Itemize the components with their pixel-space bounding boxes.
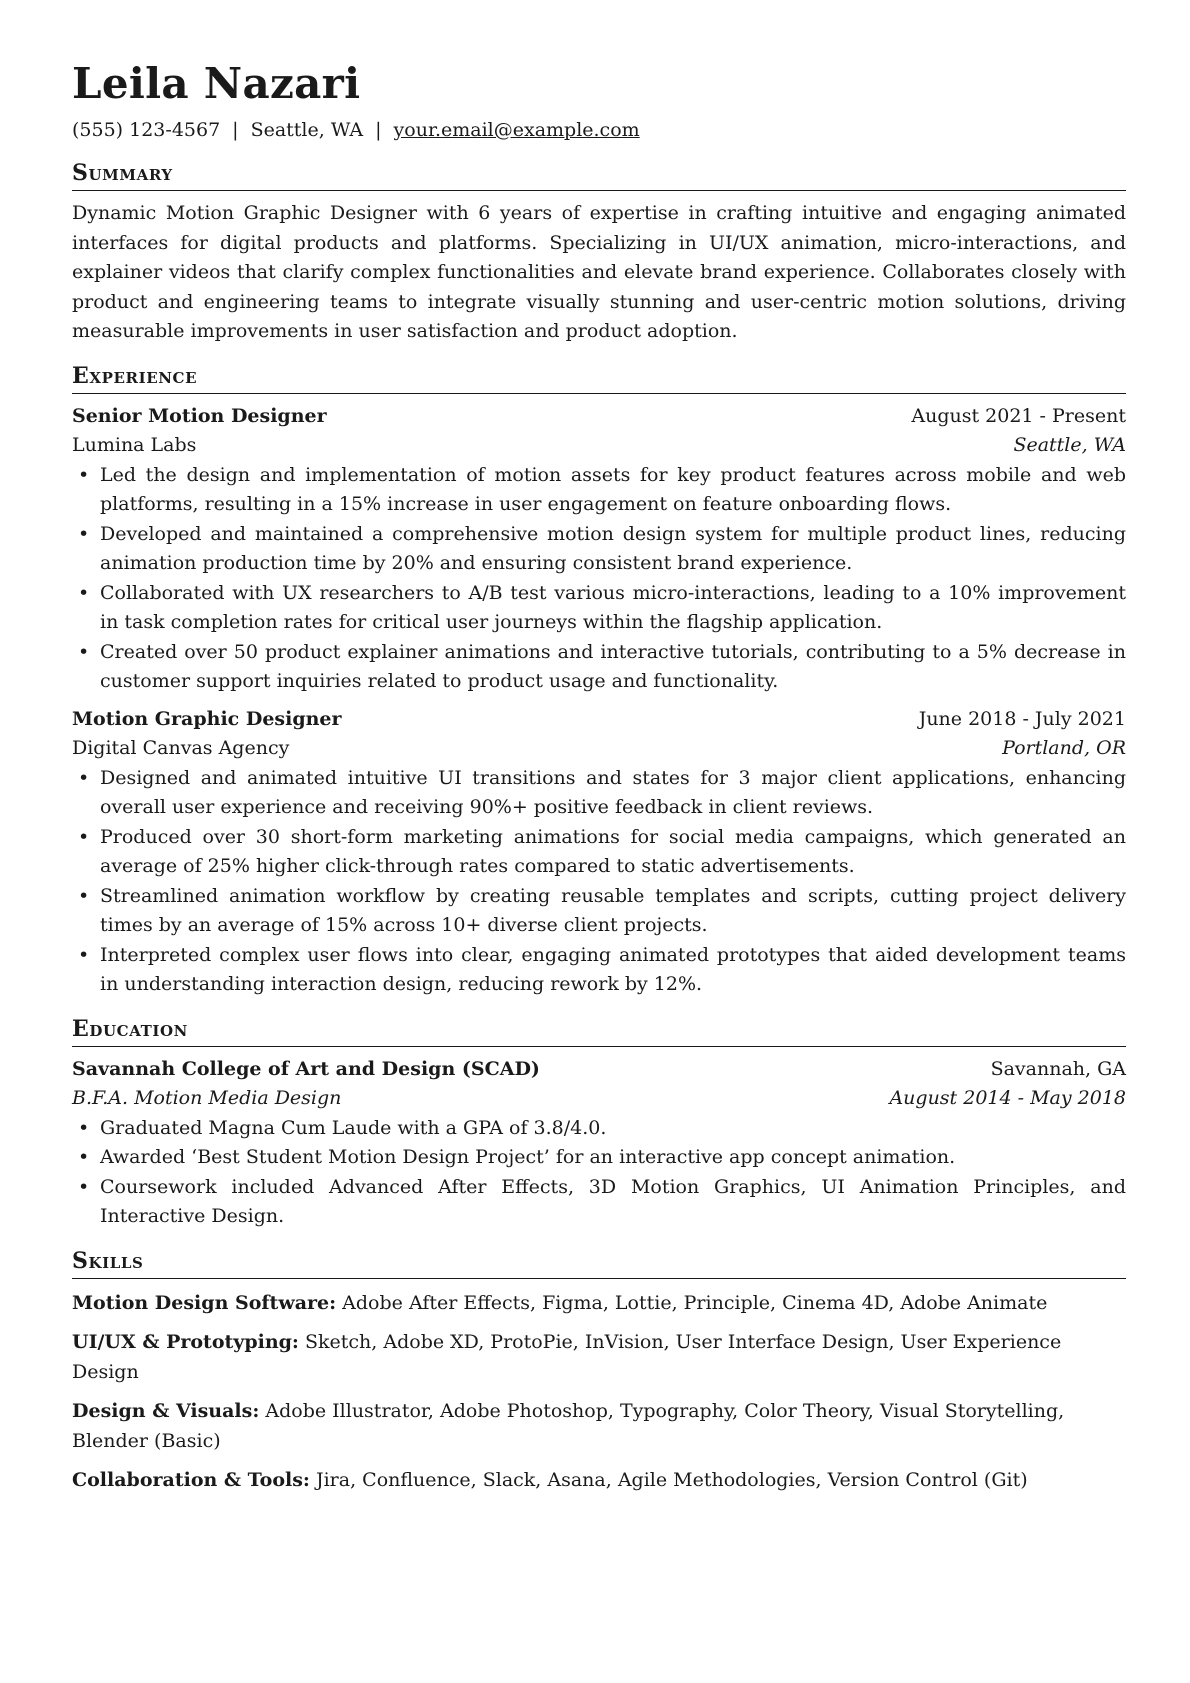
job-dates: August 2021 - Present bbox=[911, 404, 1126, 427]
skill-group bbox=[72, 1397, 1126, 1456]
job-dates: June 2018 - July 2021 bbox=[918, 707, 1126, 730]
list-item: • Coursework included Advanced After Effects, 3D Motion Graphics, UI Animation Principles, and Interactive Design. bbox=[72, 1173, 1126, 1232]
skill-group-items: Adobe After Effects, Figma, Lottie, Principle, Cinema 4D, Adobe Animate bbox=[342, 1291, 1048, 1314]
school-location: Savannah, GA bbox=[990, 1057, 1126, 1080]
skills-section bbox=[72, 1246, 1126, 1496]
job-location: Seattle, WA bbox=[1013, 434, 1126, 456]
email-link[interactable]: your.email@example.com bbox=[393, 119, 640, 141]
contact-separator: | bbox=[375, 119, 382, 141]
list-item: • Awarded ‘Best Student Motion Design Project’ for an interactive app concept animation. bbox=[72, 1143, 1126, 1173]
contact-separator: | bbox=[232, 119, 239, 141]
summary-text: Dynamic Motion Graphic Designer with 6 years of expertise in crafting intuitive and engaging animated interfaces for digital products and platforms. Specializing in UI/UX animation, micro-interactions, and explainer videos that clarify complex functionalities and elevate brand experience. Collaborates closely with product and engineering teams to integrate visually stunning and user-centric motion solutions, driving measurable improvements in user satisfaction and product adoption. bbox=[72, 202, 1126, 342]
skill-group-items: Jira, Confluence, Slack, Asana, Agile Methodologies, Version Control (Git) bbox=[315, 1469, 1028, 1491]
job-bullets bbox=[72, 764, 1126, 1000]
skill-group-items: Adobe Illustrator, Adobe Photoshop, Typography, Color Theory, Visual Storytelling, Blender (Basic) bbox=[72, 1400, 1065, 1452]
skill-group-label: Design & Visuals: bbox=[72, 1400, 260, 1422]
skill-group-label: Collaboration & Tools: bbox=[72, 1469, 310, 1491]
list-item: • Designed and animated intuitive UI transitions and states for 3 major client applications, enhancing overall user experience and receiving 90%+ positive feedback in client reviews. bbox=[72, 764, 1126, 823]
skill-group-label: UI/UX & Prototyping: bbox=[72, 1331, 299, 1353]
location: Seattle, WA bbox=[250, 119, 364, 141]
school-name: Savannah College of Art and Design (SCAD) bbox=[72, 1057, 540, 1080]
list-item: • Collaborated with UX researchers to A/B test various micro-interactions, leading to a 10% improvement in task completion rates for critical user journeys within the flagship application. bbox=[72, 579, 1126, 638]
list-item: • Developed and maintained a comprehensive motion design system for multiple product lines, reducing animation production time by 20% and ensuring consistent brand experience. bbox=[72, 520, 1126, 579]
job-title: Senior Motion Designer bbox=[72, 404, 327, 427]
skill-group-items: Sketch, Adobe XD, ProtoPie, InVision, User Interface Design, User Experience Design bbox=[72, 1331, 1062, 1383]
job-bullets bbox=[72, 461, 1126, 697]
education-dates: August 2014 - May 2018 bbox=[889, 1087, 1126, 1109]
job-title: Motion Graphic Designer bbox=[72, 707, 342, 730]
resume-header bbox=[72, 56, 1126, 144]
contact-line bbox=[72, 116, 1126, 144]
candidate-name: Leila Nazari bbox=[72, 59, 361, 108]
skill-group bbox=[72, 1466, 1126, 1496]
list-item: • Led the design and implementation of motion assets for key product features across mobile and web platforms, resulting in a 15% increase in user engagement on feature onboarding flows. bbox=[72, 461, 1126, 520]
list-item: • Created over 50 product explainer animations and interactive tutorials, contributing to a 5% decrease in customer support inquiries related to product usage and functionality. bbox=[72, 638, 1126, 697]
job-entry bbox=[72, 705, 1126, 1000]
education-section bbox=[72, 1014, 1126, 1232]
list-item: • Produced over 30 short-form marketing animations for social media campaigns, which generated an average of 25% higher click-through rates compared to static advertisements. bbox=[72, 823, 1126, 882]
company-name: Lumina Labs bbox=[72, 434, 197, 456]
education-entry bbox=[72, 1055, 1126, 1232]
job-entry bbox=[72, 402, 1126, 697]
skill-group-label: Motion Design Software: bbox=[72, 1291, 337, 1314]
experience-section bbox=[72, 361, 1126, 1000]
section-title-experience: Experience bbox=[72, 361, 1126, 394]
education-bullets bbox=[72, 1114, 1126, 1232]
summary-section bbox=[72, 158, 1126, 347]
list-item: • Graduated Magna Cum Laude with a GPA of 3.8/4.0. bbox=[72, 1114, 1126, 1144]
section-title-summary: Summary bbox=[72, 158, 1126, 191]
job-location: Portland, OR bbox=[1002, 737, 1126, 759]
list-item: • Interpreted complex user flows into clear, engaging animated prototypes that aided development teams in understanding interaction design, reducing rework by 12%. bbox=[72, 941, 1126, 1000]
list-item: • Streamlined animation workflow by creating reusable templates and scripts, cutting project delivery times by an average of 15% across 10+ diverse client projects. bbox=[72, 882, 1126, 941]
resume-page bbox=[72, 56, 1126, 1496]
phone-number: (555) 123-4567 bbox=[72, 119, 221, 141]
section-title-skills: Skills bbox=[72, 1246, 1126, 1279]
section-title-education: Education bbox=[72, 1014, 1126, 1047]
skill-group bbox=[72, 1289, 1126, 1319]
skill-group bbox=[72, 1328, 1126, 1387]
degree: B.F.A. Motion Media Design bbox=[72, 1087, 342, 1109]
company-name: Digital Canvas Agency bbox=[72, 737, 290, 759]
